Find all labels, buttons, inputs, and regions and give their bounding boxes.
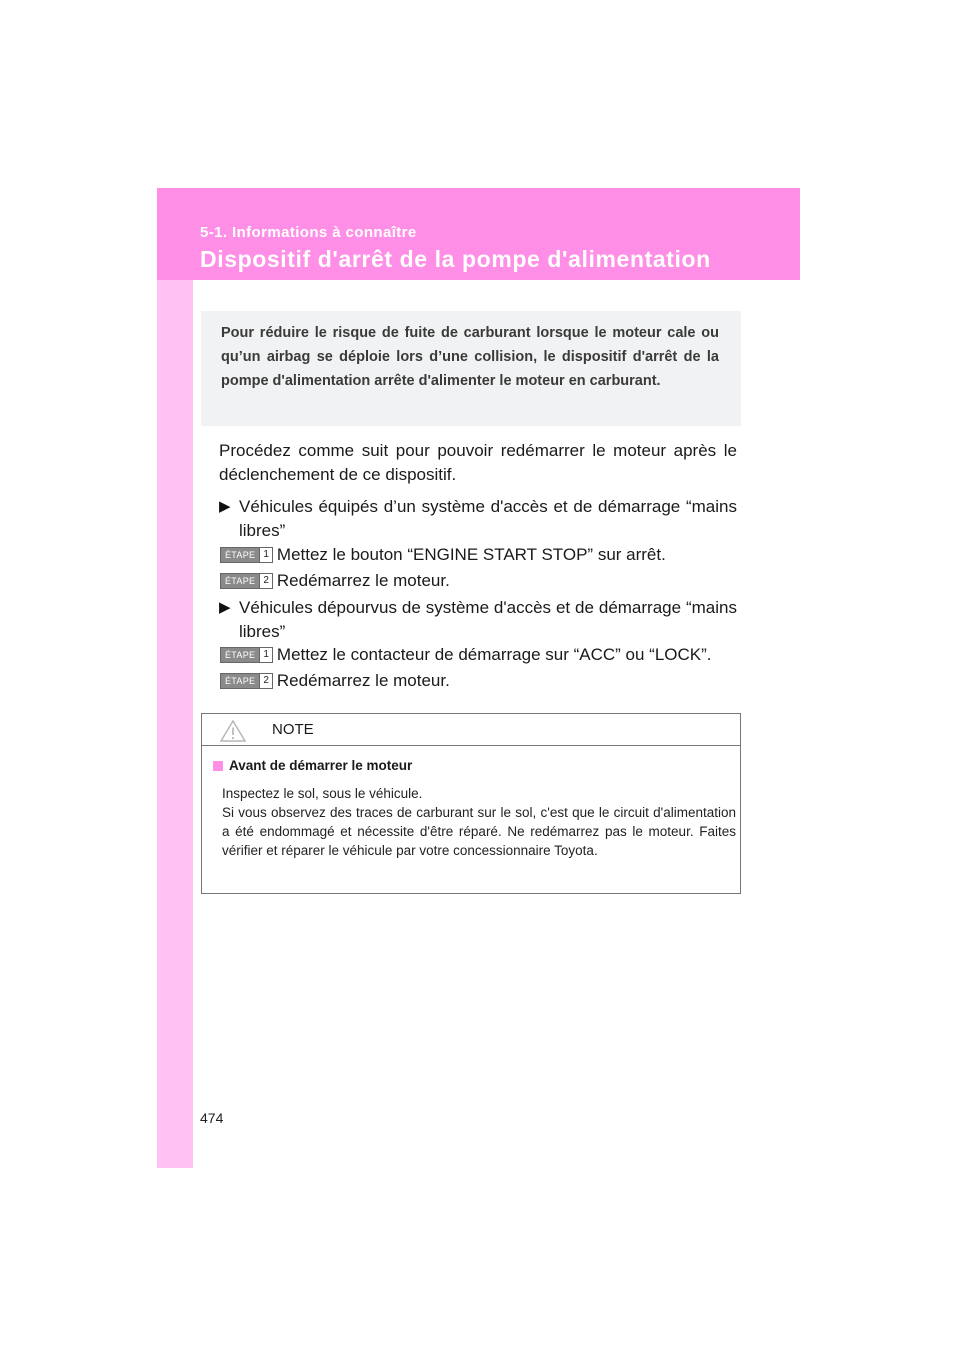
note-body [222,784,736,860]
step-2-1 [220,643,712,667]
condition-2 [219,596,737,644]
step-badge-word: ÉTAPE [221,648,259,662]
square-bullet-icon [213,761,223,771]
note-line: Si vous observez des traces de carburant sur le sol, c'est que le circuit d'alimentation a été endommagé et nécessite d'être réparé. Ne redémarrez pas le moteur. Faites vérifier et réparer le véhicule par votre concessionnaire Toyota. [222,805,736,858]
step-badge-number: 1 [259,648,272,662]
side-strip [157,188,193,1168]
step-1-1 [220,543,666,567]
warning-triangle-icon [220,720,246,742]
intro-box [201,311,741,426]
step-badge-word: ÉTAPE [221,574,259,588]
step-badge [220,547,273,563]
step-badge-number: 1 [259,548,272,562]
step-badge [220,647,273,663]
triangle-arrow-icon: ▶ [219,498,231,515]
step-badge-number: 2 [259,574,272,588]
note-header [202,714,740,746]
note-box [201,713,741,894]
page-number: 474 [200,1110,224,1126]
step-badge-word: ÉTAPE [221,674,259,688]
step-badge-number: 2 [259,674,272,688]
step-text: Redémarrez le moteur. [276,671,450,690]
condition-text: Véhicules équipés d’un système d'accès et de démarrage “mains libres” [239,497,737,540]
note-title: NOTE [272,721,314,738]
condition-1 [219,495,737,543]
step-2-2 [220,669,450,693]
step-badge [220,673,273,689]
step-text: Mettez le contacteur de démarrage sur “ACC” ou “LOCK”. [276,645,712,664]
step-badge-word: ÉTAPE [221,548,259,562]
note-subheading [213,758,412,773]
page-title: Dispositif d'arrêt de la pompe d'alimentation [200,246,711,272]
triangle-arrow-icon: ▶ [219,599,231,616]
condition-text: Véhicules dépourvus de système d'accès et de démarrage “mains libres” [239,598,737,641]
step-text: Mettez le bouton “ENGINE START STOP” sur arrêt. [276,545,666,564]
step-badge [220,573,273,589]
intro-text: Pour réduire le risque de fuite de carburant lorsque le moteur cale ou qu’un airbag se déploie lors d’une collision, le dispositif d'arrêt de la pompe d'alimentation arrête d'alimenter le moteur en carburant. [221,325,719,389]
step-text: Redémarrez le moteur. [276,571,450,590]
note-subheading-label: Avant de démarrer le moteur [229,758,413,773]
section-label: 5-1. Informations à connaître [200,224,417,241]
note-line: Inspectez le sol, sous le véhicule. [222,786,423,801]
body-paragraph: Procédez comme suit pour pouvoir redémarrer le moteur après le déclenchement de ce dispositif. [219,441,737,484]
step-1-2 [220,569,450,593]
